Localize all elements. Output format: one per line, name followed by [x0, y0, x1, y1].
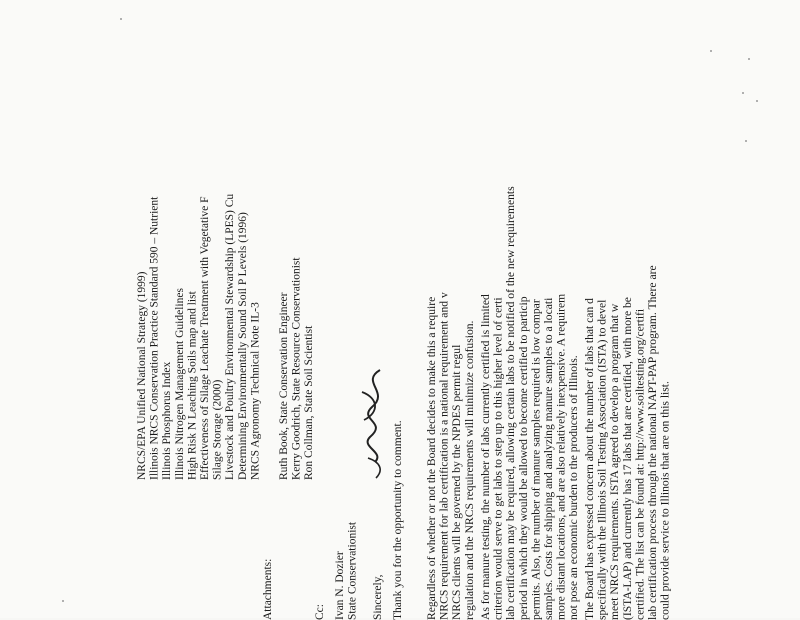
cc-label-text: Cc: [314, 604, 326, 620]
p2-line: period in which they would be allowed to become certified to particip [516, 296, 530, 620]
p1-line: lab certification process through the national NAPT-PAP program. There are [645, 265, 659, 620]
p2-line: not pose an economic burden to the producers of Illinois. [567, 355, 581, 620]
scan-speck [62, 600, 64, 602]
attachments-list [136, 140, 262, 480]
scan-speck [710, 50, 712, 52]
attachments-label-text: Attachments: [262, 558, 274, 620]
paragraph-manure-testing [480, 140, 581, 620]
scan-speck [745, 140, 747, 142]
p2-line: more distant locations, and are also relatively inexpensive. A requirem [554, 293, 568, 620]
scan-speck [748, 58, 750, 60]
signer-title: State Conservationist [346, 521, 359, 620]
attachment-item: NRCS/EPA Unified National Strategy (1999) [136, 271, 148, 480]
p2-line: criterion would serve to get labs to step up to this higher level of certi [491, 297, 505, 620]
paragraph-board-concern [584, 140, 672, 620]
p3-line: regulation and the NRCS requirements will minimize confusion. [462, 320, 476, 620]
signer-name: Ivan N. Dozier [334, 551, 346, 620]
attachment-item: NRCS Agronomy Technical Note IL-3 [249, 302, 262, 480]
attachment-item: High Risk N Leaching Soils map and list [186, 291, 199, 480]
thanks-line: Thank you for the opportunity to comment. [392, 420, 404, 620]
attachment-item: Livestock and Poultry Environmental Stewardship (LPES) Cu [224, 193, 237, 480]
attachment-item: Determining Environmentally Sound Soil P Levels (1996) [236, 212, 249, 480]
scan-speck [756, 100, 758, 102]
p3-line: Regardless of whether or not the Board decides to make this a require [425, 296, 438, 620]
sincerely-line: Sincerely, [372, 574, 384, 620]
attachment-item: Illinois Phosphorus Index [161, 361, 174, 480]
p1-line: could provide service to Illinois that are on this list. [658, 381, 672, 620]
cc-list [278, 140, 316, 480]
p1-line: specifically with the Illinois Soil Testing Association (ISTA) to devel [595, 299, 609, 620]
cc-entry: Ron Collman, State Soil Scientist [303, 325, 316, 480]
p3-line: NRCS clients will be governed by the NPDES permit regul [450, 344, 464, 620]
p3-line: NRCS requirement for lab certification is a national requirement and v [437, 292, 451, 620]
p2-line: permits. Also, the number of manure samples required is low compar [529, 299, 543, 620]
p1-line: The Board has expressed concern about the number of labs that can d [583, 298, 596, 620]
cc-entry: Ruth Book, State Conservation Engineer [278, 292, 290, 480]
scan-speck [742, 92, 744, 94]
attachment-item: Illinois Nitrogen Management Guidelines [173, 288, 186, 480]
cc-entry: Kerry Goodrich, State Resource Conservationist [290, 257, 303, 480]
p1-line: meet NRCS requirements. ISTA agreed to develop a program that w [608, 303, 622, 620]
p2-line: samples. Costs for shipping and analyzing manure samples to a locati [541, 297, 555, 620]
signer-block [334, 140, 359, 620]
p1-line: certified. The list can be found at: http://www.soiltesting.org/certifi [633, 308, 647, 620]
scan-speck [120, 18, 122, 20]
cc-label [314, 140, 327, 620]
p2-line: As for manure testing, the number of labs currently certified is limited [479, 294, 492, 620]
attachment-item: Silage Storage (2000) [211, 379, 224, 480]
p1-line: (ISTA-LAP) and currently has 17 labs that are certified, with more be [620, 297, 634, 620]
attachment-item: Effectiveness of Silage Leachate Treatment with Vegetative F [198, 196, 211, 480]
p2-line: lab certification may be required, allowing certain labs to be notified of the new requirements [504, 186, 518, 620]
attachments-label [262, 140, 275, 620]
paragraph-regardless [426, 140, 476, 620]
attachment-item: Illinois NRCS Conservation Practice Standard 590 – Nutrient [148, 196, 161, 480]
